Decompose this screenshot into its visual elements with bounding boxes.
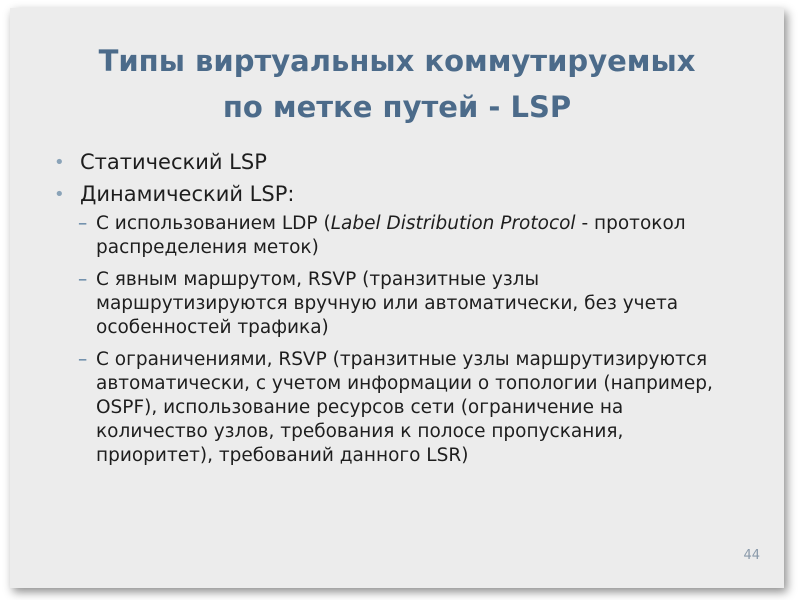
slide-title [10,38,784,130]
dash-icon: – [78,213,88,234]
bullet-icon: • [54,152,65,173]
bullet-icon: • [54,184,65,205]
sub-bullet-text: С ограничениями, RSVP (транзитные узлы маршрутизируются автоматически, с учетом информации о топологии (например, OSPF), использование ресурсов сети (ограничение на количество узлов, требования к полосе пропускания, приоритет), требований данного LSR) [96,349,713,466]
dash-icon: – [78,349,88,370]
slide-title-line-2: по метке путей - LSP [222,90,572,124]
bullet-item-static-lsp [50,148,730,177]
sub-bullet-text-pre: С использованием LDP ( [96,213,331,234]
sub-bullet-ldp [50,212,730,260]
page-number: 44 [743,548,760,563]
slide [10,8,784,588]
sub-bullet-text: С явным маршрутом, RSVP (транзитные узлы маршрутизируются вручную или автоматически, без учета особенностей трафика) [96,269,679,338]
sub-bullet-text-post: - протокол распределения меток) [96,213,686,258]
sub-bullet-constraints [50,348,730,468]
slide-content [50,148,730,476]
bullet-item-dynamic-lsp [50,180,730,209]
dash-icon: – [78,269,88,290]
bullet-text: Статический LSP [80,150,267,174]
sub-bullet-text-italic: Label Distribution Protocol [330,213,576,234]
slide-title-line-1: Типы виртуальных коммутируемых [98,44,696,78]
sub-bullet-explicit-route [50,268,730,340]
bullet-text: Динамический LSP: [80,182,295,206]
